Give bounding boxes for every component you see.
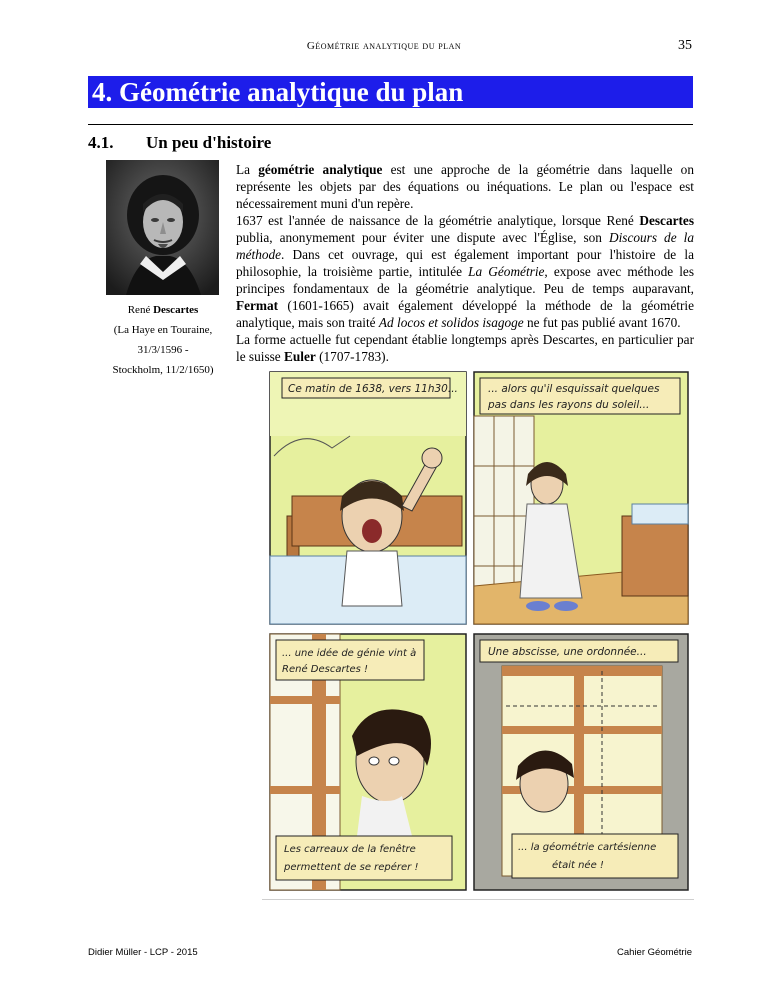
panel3-caption-bottom-1: Les carreaux de la fenêtre bbox=[284, 844, 416, 855]
running-header bbox=[0, 40, 768, 58]
panel3-caption-top-2: René Descartes ! bbox=[282, 664, 369, 675]
section-heading bbox=[88, 133, 271, 153]
panel1-caption: Ce matin de 1638, vers 11h30... bbox=[288, 383, 458, 395]
caption-name: Descartes bbox=[153, 304, 199, 316]
panel2-caption-1: ... alors qu'il esquissait quelques bbox=[488, 383, 660, 395]
comic-panel-3 bbox=[270, 634, 466, 890]
page-number: 35 bbox=[678, 38, 692, 53]
panel4-caption-bottom-1: ... la géométrie cartésienne bbox=[518, 842, 657, 853]
section-title: Un peu d'histoire bbox=[146, 133, 272, 152]
paragraph-3: La forme actuelle fut cependant établie longtemps après Descartes, en particulier par le suisse Euler (1707-1783). bbox=[236, 332, 694, 364]
paragraph-1: La géométrie analytique est une approche de la géométrie dans laquelle on représente les objets par des équations ou inéquations. Le plan ou l'espace est nécessairement muni d'un repère. bbox=[236, 162, 694, 211]
footer-right: Cahier Géométrie bbox=[617, 947, 692, 958]
comic-panel-2 bbox=[474, 372, 688, 624]
comic-panel-1 bbox=[270, 372, 466, 624]
portrait-caption bbox=[88, 300, 238, 380]
comic-rule bbox=[262, 899, 694, 900]
section-number: 4.1. bbox=[88, 133, 114, 152]
panel4-caption-top: Une abscisse, une ordonnée... bbox=[488, 646, 647, 658]
descartes-portrait bbox=[106, 160, 219, 295]
panel4-caption-bottom-2: était née ! bbox=[552, 860, 604, 871]
caption-line-1: René Descartes bbox=[127, 304, 199, 316]
caption-line-4: Stockholm, 11/2/1650) bbox=[112, 364, 214, 376]
comic-strip bbox=[262, 366, 694, 900]
panel3-caption-bottom-2: permettent de se repérer ! bbox=[284, 862, 419, 873]
body-text bbox=[236, 161, 694, 365]
chapter-banner bbox=[88, 76, 693, 108]
running-title: Géométrie analytique du plan bbox=[306, 40, 462, 52]
chapter-title: 4. Géométrie analytique du plan bbox=[92, 77, 464, 107]
footer-left: Didier Müller - LCP - 2015 bbox=[88, 947, 198, 958]
panel3-caption-top-1: ... une idée de génie vint à bbox=[282, 648, 417, 659]
paragraph-2: 1637 est l'année de naissance de la géométrie analytique, lorsque René Descartes publia, anonymement pour éviter une dispute avec l'Église, son Discours de la méthode. Dans cet ouvrage, qui est également important pour l'histoire de la philosophie, la troisième partie, intitulée La Géométrie, expose avec méthode les principes fondamentaux de la géométrie analytique. Peu de temps auparavant, Fermat (1601-1665) avait également développé la méthode de la géométrie analytique, mais son traité Ad locos et solidos isagoge ne fut pas publié avant 1670. bbox=[236, 213, 694, 330]
panel2-caption-2: pas dans les rayons du soleil... bbox=[488, 399, 650, 411]
chapter-rule bbox=[88, 124, 693, 125]
caption-line-2: (La Haye en Touraine, bbox=[113, 324, 213, 336]
comic-panel-4 bbox=[474, 634, 688, 890]
caption-line-3: 31/3/1596 - bbox=[137, 344, 189, 356]
